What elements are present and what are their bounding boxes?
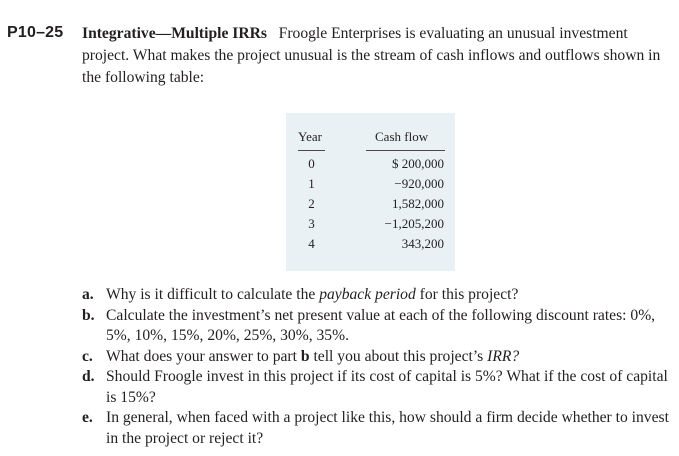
year-cell: 1: [308, 176, 315, 191]
year-header-rule: [298, 150, 325, 151]
cash-flow-cell: 1,582,000: [392, 196, 444, 211]
cash-flow-column: [356, 154, 444, 254]
question-emphasis: IRR?: [487, 347, 520, 365]
question-letter: c.: [82, 347, 93, 365]
question-letter: a.: [82, 286, 94, 303]
question-text: Calculate the investment’s net present value at each of the following discount rates: 0%, 5%, 10%, 15%, 20%, 25%, 30%, 35%.: [106, 306, 656, 344]
cash-flow-header: Cash flow: [375, 129, 429, 144]
part-reference: b: [300, 347, 310, 365]
question-text: Should Froogle invest in this project if its cost of capital is 5%? What if the cost of capital is 15%?: [106, 368, 668, 406]
year-header: Year: [298, 129, 322, 144]
question-letter: d.: [82, 368, 95, 385]
problem-title: Integrative—Multiple IRRs: [82, 25, 267, 42]
question-emphasis: payback period: [319, 286, 416, 303]
question-c: [82, 347, 672, 368]
problem-intro: Froogle Enterprises is evaluating an unusual investment project. What makes the project unusual is the stream of cash inflows and outflows shown in the following table:: [82, 25, 661, 86]
problem-number: P10–25: [7, 24, 64, 41]
question-letter: b.: [82, 306, 95, 324]
question-letter: e.: [82, 409, 93, 426]
problem-statement: [82, 23, 667, 89]
cash-flow-cell: $ 200,000: [392, 156, 444, 171]
year-cell: 2: [308, 196, 315, 211]
cash-flow-table: [286, 113, 455, 271]
question-text: tell you about this project’s: [309, 347, 488, 365]
question-text: Why is it difficult to calculate the: [106, 286, 320, 303]
cash-flow-cell: −920,000: [394, 176, 444, 191]
year-cell: 4: [308, 236, 315, 251]
question-list: [82, 285, 672, 449]
question-e: [82, 408, 672, 449]
question-a: [82, 285, 672, 306]
question-text: What does your answer to part: [106, 347, 301, 365]
cash-flow-cell: 343,200: [401, 236, 444, 251]
cash-flow-header-rule: [366, 150, 445, 151]
question-text: for this project?: [415, 286, 519, 303]
cash-flow-cell: −1,205,200: [384, 216, 444, 231]
question-b: [82, 306, 672, 347]
question-d: [82, 367, 672, 408]
year-column: [298, 154, 325, 254]
year-cell: 3: [308, 216, 315, 231]
year-cell: 0: [308, 156, 315, 171]
question-text: In general, when faced with a project like this, how should a firm decide whether to invest in the project or reject it?: [106, 409, 669, 447]
